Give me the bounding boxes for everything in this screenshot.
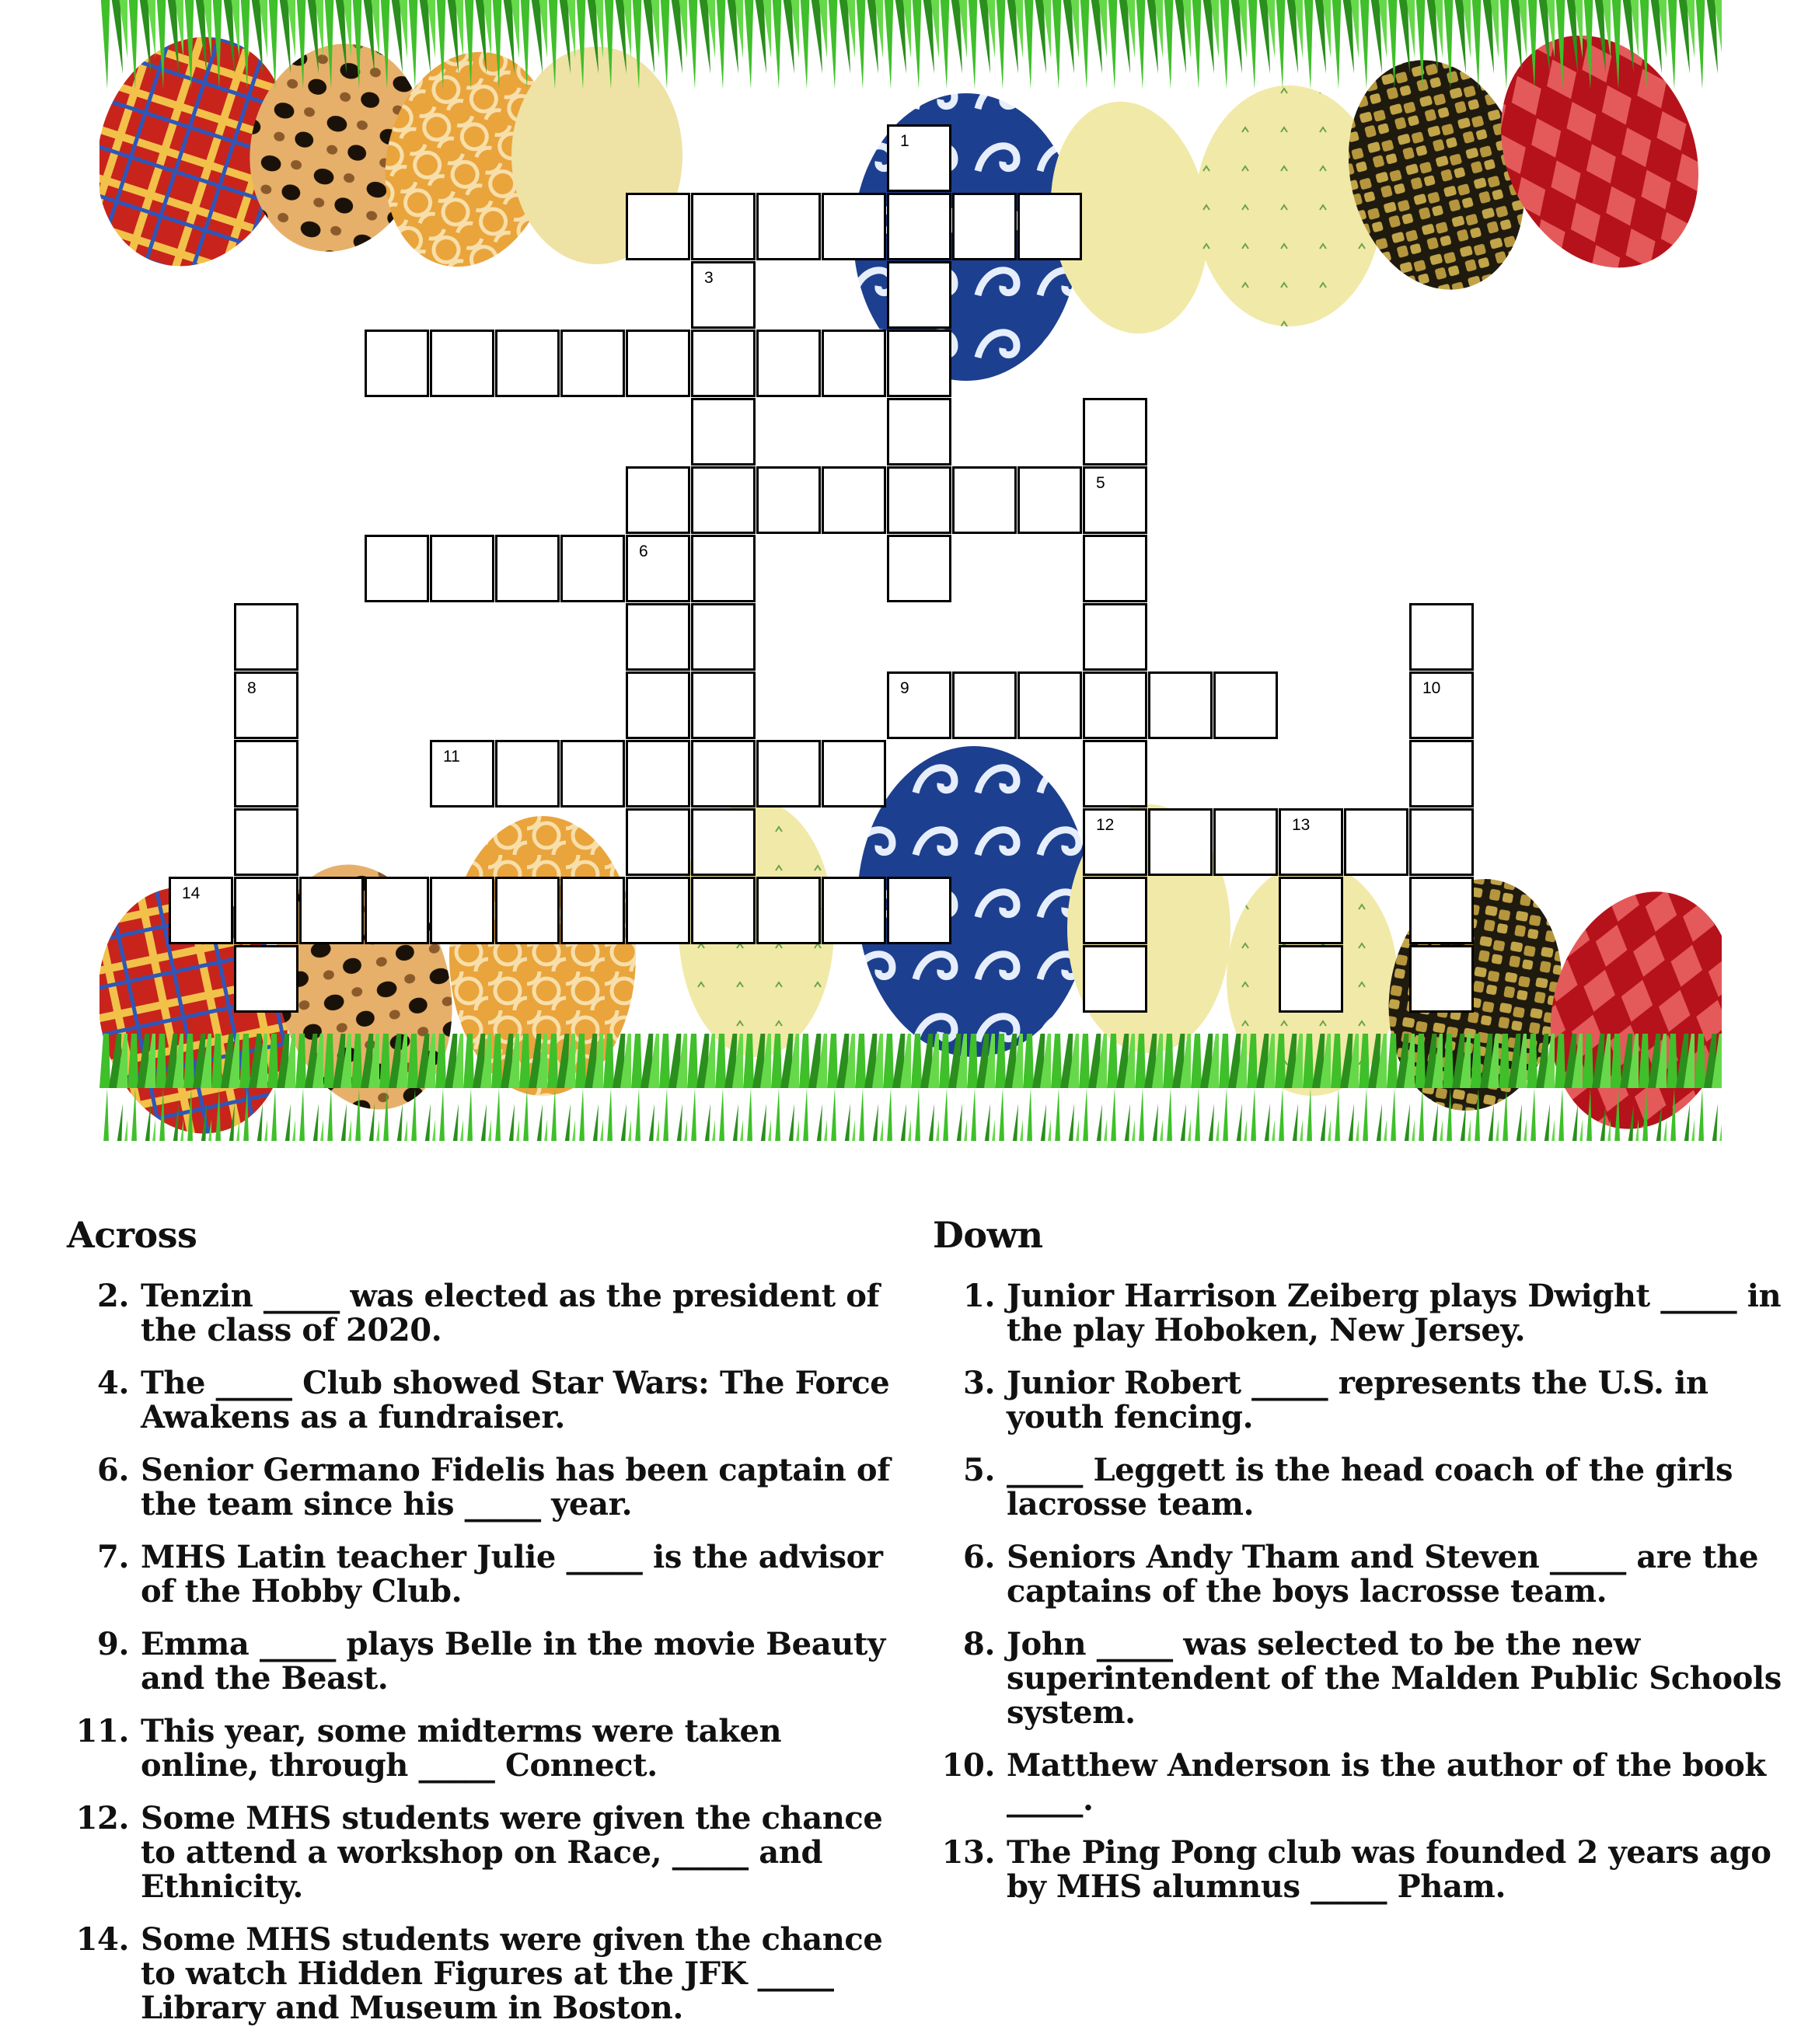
crossword-cell[interactable] — [1148, 671, 1213, 739]
crossword-cell[interactable] — [756, 193, 821, 260]
crossword-cell[interactable] — [1409, 740, 1474, 807]
crossword-cell[interactable] — [952, 671, 1017, 739]
crossword-cell[interactable] — [626, 603, 690, 671]
clue-number: 11. — [75, 1713, 129, 1749]
crossword-cell[interactable] — [756, 877, 821, 944]
clue-number: 6. — [963, 1539, 995, 1575]
down-clues — [933, 1214, 1788, 1923]
crossword-cell[interactable] — [495, 535, 560, 602]
crossword-cell[interactable] — [1279, 945, 1343, 1013]
crossword-cell[interactable] — [691, 330, 756, 397]
clue-text: MHS Latin teacher Julie _____ is the advisor of the Hobby Club. — [141, 1539, 883, 1610]
crossword-cell[interactable] — [234, 603, 298, 671]
crossword-cell[interactable] — [952, 466, 1017, 534]
crossword-cell[interactable] — [560, 877, 625, 944]
crossword-cell[interactable] — [691, 466, 756, 534]
clue-number: 12. — [75, 1800, 129, 1836]
crossword-cell[interactable] — [234, 877, 298, 944]
crossword-cell[interactable] — [1409, 671, 1474, 739]
clue-number-label: 3 — [704, 269, 714, 287]
down-clue — [933, 1453, 1788, 1522]
clue-text: Junior Robert _____ represents the U.S. in youth fencing. — [1007, 1365, 1709, 1435]
across-clue — [67, 1714, 891, 1783]
crossword-cell[interactable] — [495, 877, 560, 944]
crossword-cell[interactable] — [234, 671, 298, 739]
across-clue — [67, 1453, 891, 1522]
crossword-cell[interactable] — [365, 330, 429, 397]
clue-text: _____ Leggett is the head coach of the girls lacrosse team. — [1007, 1452, 1733, 1523]
crossword-cell[interactable] — [887, 877, 951, 944]
crossword-cell[interactable] — [365, 535, 429, 602]
clue-number: 8. — [963, 1626, 995, 1662]
crossword-cell[interactable] — [430, 877, 494, 944]
down-clue — [933, 1627, 1788, 1730]
clue-number: 13. — [941, 1834, 995, 1871]
crossword-cell[interactable] — [234, 740, 298, 807]
clue-number-label: 11 — [443, 748, 460, 766]
clue-text: Tenzin _____ was elected as the president of the class of 2020. — [141, 1278, 880, 1348]
crossword-cell[interactable] — [1409, 808, 1474, 876]
crossword-cell[interactable] — [495, 740, 560, 807]
clue-text: The Ping Pong club was founded 2 years ago by MHS alumnus _____ Pham. — [1007, 1834, 1771, 1905]
across-clue — [67, 1540, 891, 1609]
crossword-cell[interactable] — [626, 193, 690, 260]
crossword-cell[interactable] — [691, 603, 756, 671]
crossword-cell[interactable] — [822, 330, 886, 397]
crossword-cell[interactable] — [887, 398, 951, 466]
clue-number-label: 6 — [639, 542, 648, 560]
crossword-cell[interactable] — [626, 671, 690, 739]
crossword-cell[interactable] — [1148, 808, 1213, 876]
across-clue-list — [67, 1279, 891, 2025]
across-clue — [67, 1627, 891, 1696]
crossword-cell[interactable] — [1083, 466, 1147, 534]
crossword-cell[interactable] — [822, 877, 886, 944]
clue-number: 10. — [941, 1747, 995, 1784]
clue-number: 6. — [97, 1452, 129, 1488]
crossword-cell[interactable] — [1344, 808, 1408, 876]
crossword-cell[interactable] — [430, 740, 494, 807]
clue-number: 14. — [75, 1921, 129, 1958]
crossword-cell[interactable] — [1083, 808, 1147, 876]
crossword-cell[interactable] — [691, 193, 756, 260]
crossword-cell[interactable] — [1083, 398, 1147, 466]
crossword-cell[interactable] — [887, 466, 951, 534]
crossword-cell[interactable] — [691, 740, 756, 807]
clue-number-label: 12 — [1096, 816, 1115, 834]
crossword-cell[interactable] — [691, 877, 756, 944]
clue-text: The _____ Club showed Star Wars: The Force Awakens as a fundraiser. — [141, 1365, 890, 1435]
crossword-cell[interactable] — [1017, 671, 1082, 739]
crossword-cell[interactable] — [626, 330, 690, 397]
crossword-cell[interactable] — [626, 740, 690, 807]
clue-text: Emma _____ plays Belle in the movie Beauty and the Beast. — [141, 1626, 885, 1697]
clue-text: Junior Harrison Zeiberg plays Dwight _____ in the play Hoboken, New Jersey. — [1007, 1278, 1782, 1348]
crossword-cell[interactable] — [495, 330, 560, 397]
across-clue — [67, 1366, 891, 1435]
clue-text: Senior Germano Fidelis has been captain of the team since his _____ year. — [141, 1452, 891, 1523]
clue-text: Some MHS students were given the chance to watch Hidden Figures at the JFK _____ Library and Museum in Boston. — [141, 1921, 883, 2026]
clue-number: 2. — [97, 1278, 129, 1314]
crossword-cell[interactable] — [626, 535, 690, 602]
clue-number: 5. — [963, 1452, 995, 1488]
crossword-cell[interactable] — [560, 535, 625, 602]
crossword-cell[interactable] — [365, 877, 429, 944]
clue-number: 7. — [97, 1539, 129, 1575]
crossword-cell[interactable] — [1083, 877, 1147, 944]
clue-number-label: 8 — [247, 679, 257, 697]
clue-number: 1. — [963, 1278, 995, 1314]
crossword-cell[interactable] — [626, 466, 690, 534]
across-clue — [67, 1802, 891, 1904]
crossword-cell[interactable] — [887, 535, 951, 602]
crossword-cell[interactable] — [691, 671, 756, 739]
crossword-cell[interactable] — [626, 877, 690, 944]
crossword-cell[interactable] — [691, 808, 756, 876]
crossword-cell[interactable] — [1083, 603, 1147, 671]
clue-number-label: 1 — [900, 132, 909, 150]
across-clue — [67, 1279, 891, 1348]
crossword-cell[interactable] — [887, 330, 951, 397]
crossword-cell[interactable] — [822, 740, 886, 807]
clue-number-label: 10 — [1422, 679, 1441, 697]
crossword-cell[interactable] — [756, 466, 821, 534]
crossword-cell[interactable] — [887, 261, 951, 329]
clue-text: John _____ was selected to be the new superintendent of the Malden Public Schools system. — [1007, 1626, 1782, 1731]
crossword-cell[interactable] — [822, 466, 886, 534]
crossword-cell[interactable] — [299, 877, 364, 944]
down-clue — [933, 1366, 1788, 1435]
down-clue — [933, 1749, 1788, 1817]
crossword-cell[interactable] — [887, 671, 951, 739]
clue-text: Matthew Anderson is the author of the book _____. — [1007, 1747, 1766, 1818]
crossword-cell[interactable] — [626, 808, 690, 876]
down-heading: Down — [933, 1214, 1043, 1256]
crossword-cell[interactable] — [1279, 808, 1343, 876]
down-clue-list — [933, 1279, 1788, 1904]
clue-number-label: 14 — [182, 884, 201, 902]
crossword-cell[interactable] — [234, 808, 298, 876]
crossword-cell[interactable] — [169, 877, 233, 944]
down-clue — [933, 1279, 1788, 1348]
crossword-cell[interactable] — [1083, 535, 1147, 602]
crossword-cell[interactable] — [691, 535, 756, 602]
across-clues — [67, 1214, 891, 2044]
clue-number-label: 5 — [1096, 474, 1105, 492]
crossword-cell[interactable] — [822, 193, 886, 260]
crossword-cell[interactable] — [430, 330, 494, 397]
crossword-cell[interactable] — [430, 535, 494, 602]
clue-text: Some MHS students were given the chance to attend a workshop on Race, _____ and Ethnicity. — [141, 1800, 883, 1905]
crossword-cell[interactable] — [1409, 603, 1474, 671]
crossword-cell[interactable] — [560, 740, 625, 807]
crossword-cell[interactable] — [756, 740, 821, 807]
crossword-cell[interactable] — [1213, 808, 1278, 876]
crossword-cell[interactable] — [1017, 466, 1082, 534]
crossword-cell[interactable] — [1409, 945, 1474, 1013]
crossword-cell[interactable] — [952, 193, 1017, 260]
crossword-cell[interactable] — [887, 193, 951, 260]
crossword-cell[interactable] — [1279, 877, 1343, 944]
crossword-cell[interactable] — [756, 330, 821, 397]
crossword-cell[interactable] — [887, 124, 951, 192]
down-clue — [933, 1540, 1788, 1609]
across-heading: Across — [67, 1214, 197, 1256]
crossword-cell[interactable] — [1083, 740, 1147, 807]
clue-number: 4. — [97, 1365, 129, 1401]
clue-text: Seniors Andy Tham and Steven _____ are the captains of the boys lacrosse team. — [1007, 1539, 1758, 1610]
crossword-cell[interactable] — [1213, 671, 1278, 739]
down-clue — [933, 1836, 1788, 1904]
clue-number-label: 9 — [900, 679, 909, 697]
crossword-cell[interactable] — [1083, 945, 1147, 1013]
clue-number: 3. — [963, 1365, 995, 1401]
clue-text: This year, some midterms were taken online, through _____ Connect. — [141, 1713, 782, 1784]
clue-number: 9. — [97, 1626, 129, 1662]
crossword-cell[interactable] — [560, 330, 625, 397]
crossword-cell[interactable] — [1083, 671, 1147, 739]
clue-number-label: 13 — [1292, 816, 1311, 834]
crossword-cell[interactable] — [691, 261, 756, 329]
crossword-cell[interactable] — [1017, 193, 1082, 260]
crossword-cell[interactable] — [234, 945, 298, 1013]
crossword-cell[interactable] — [1409, 877, 1474, 944]
crossword-cell[interactable] — [691, 398, 756, 466]
across-clue — [67, 1923, 891, 2025]
